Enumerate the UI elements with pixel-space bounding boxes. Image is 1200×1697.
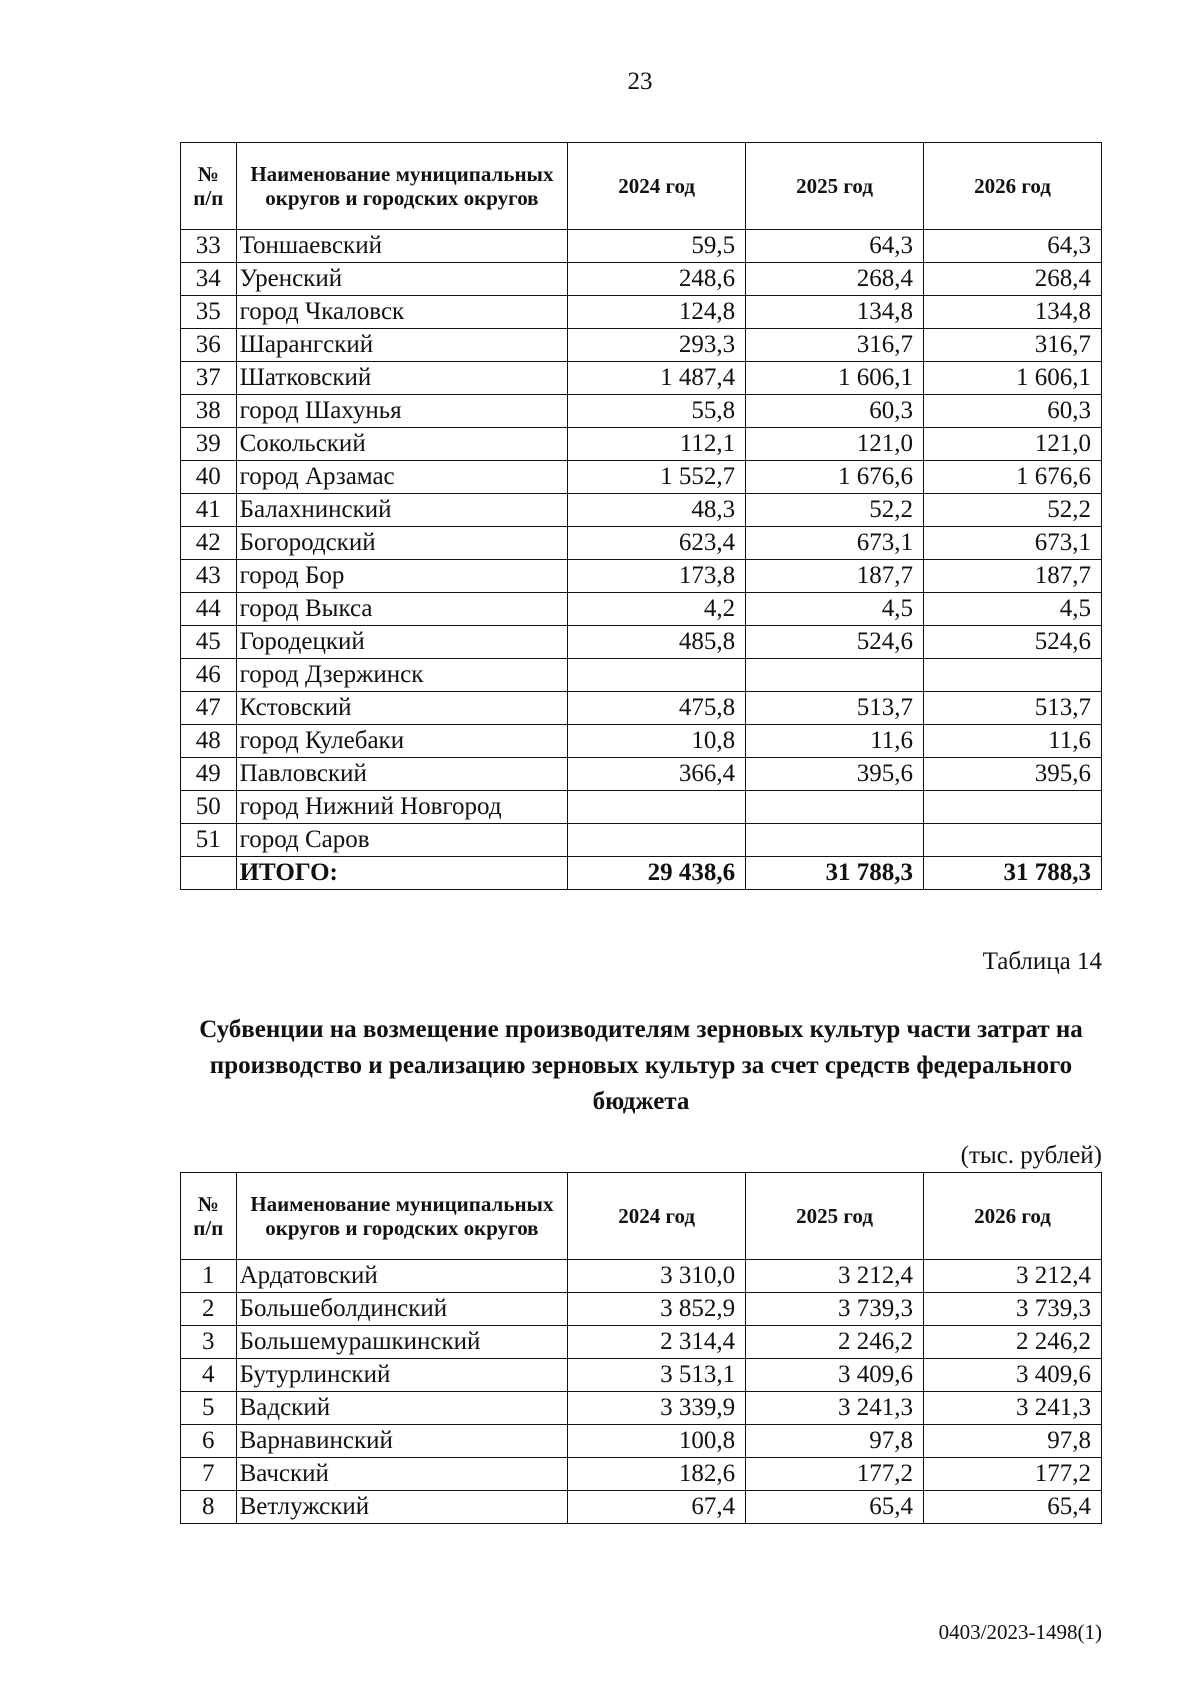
value-2025-cell: 11,6 xyxy=(746,725,924,758)
district-name-cell: Павловский xyxy=(236,758,568,791)
value-2024-cell xyxy=(568,791,746,824)
value-2024-cell: 67,4 xyxy=(568,1491,746,1524)
value-2024-cell: 485,8 xyxy=(568,626,746,659)
table-row xyxy=(181,659,1102,692)
value-2026-cell: 52,2 xyxy=(924,494,1102,527)
value-2024-cell: 623,4 xyxy=(568,527,746,560)
district-name-cell: город Выкса xyxy=(236,593,568,626)
value-2025-cell: 513,7 xyxy=(746,692,924,725)
value-2025-cell: 3 212,4 xyxy=(746,1260,924,1293)
value-2026-cell: 3 739,3 xyxy=(924,1293,1102,1326)
table-row xyxy=(181,428,1102,461)
value-2024-cell: 2 314,4 xyxy=(568,1326,746,1359)
value-2024-cell: 55,8 xyxy=(568,395,746,428)
value-2026-cell: 64,3 xyxy=(924,230,1102,263)
table-2-label: Таблица 14 xyxy=(982,948,1102,975)
value-2025-cell: 177,2 xyxy=(746,1458,924,1491)
value-2026-cell: 673,1 xyxy=(924,527,1102,560)
table-1-body xyxy=(181,230,1102,890)
row-number-cell: 43 xyxy=(181,560,237,593)
district-name-cell: город Саров xyxy=(236,824,568,857)
row-number-cell: 2 xyxy=(181,1293,237,1326)
district-name-cell: город Бор xyxy=(236,560,568,593)
value-2025-cell: 3 739,3 xyxy=(746,1293,924,1326)
table-row xyxy=(181,494,1102,527)
district-name-cell: Вадский xyxy=(236,1392,568,1425)
value-2026-cell: 1 606,1 xyxy=(924,362,1102,395)
district-name-cell: ИТОГО: xyxy=(236,857,568,890)
value-2026-cell: 2 246,2 xyxy=(924,1326,1102,1359)
value-2025-cell: 31 788,3 xyxy=(746,857,924,890)
row-number-cell: 1 xyxy=(181,1260,237,1293)
value-2026-cell: 268,4 xyxy=(924,263,1102,296)
row-number-cell: 49 xyxy=(181,758,237,791)
value-2024-cell: 3 339,9 xyxy=(568,1392,746,1425)
value-2025-cell xyxy=(746,659,924,692)
row-number-cell: 48 xyxy=(181,725,237,758)
value-2024-cell xyxy=(568,824,746,857)
document-id: 0403/2023-1498(1) xyxy=(938,1620,1102,1644)
column-header-row-number: № п/п xyxy=(181,1173,237,1260)
district-name-cell: город Арзамас xyxy=(236,461,568,494)
value-2026-cell: 524,6 xyxy=(924,626,1102,659)
district-name-cell: Вачский xyxy=(236,1458,568,1491)
value-2025-cell: 187,7 xyxy=(746,560,924,593)
table-row xyxy=(181,1392,1102,1425)
column-header-district-name: Наименование муниципальных округов и городских округов xyxy=(236,1173,568,1260)
column-header-value-2025: 2025 год xyxy=(746,1173,924,1260)
district-name-cell: Бутурлинский xyxy=(236,1359,568,1392)
value-2025-cell: 60,3 xyxy=(746,395,924,428)
table-row xyxy=(181,1260,1102,1293)
district-name-cell: Сокольский xyxy=(236,428,568,461)
table-row xyxy=(181,1359,1102,1392)
value-2025-cell: 673,1 xyxy=(746,527,924,560)
row-number-cell: 41 xyxy=(181,494,237,527)
value-2026-cell: 513,7 xyxy=(924,692,1102,725)
row-number-cell: 39 xyxy=(181,428,237,461)
value-2024-cell: 182,6 xyxy=(568,1458,746,1491)
table-row xyxy=(181,626,1102,659)
table-row xyxy=(181,1326,1102,1359)
value-2024-cell: 112,1 xyxy=(568,428,746,461)
district-name-cell: Балахнинский xyxy=(236,494,568,527)
table-row xyxy=(181,527,1102,560)
row-number-cell: 37 xyxy=(181,362,237,395)
value-2026-cell: 395,6 xyxy=(924,758,1102,791)
value-2025-cell: 64,3 xyxy=(746,230,924,263)
table-row xyxy=(181,560,1102,593)
value-2025-cell: 1 606,1 xyxy=(746,362,924,395)
column-header-value-2025: 2025 год xyxy=(746,143,924,230)
table-row xyxy=(181,263,1102,296)
value-2024-cell: 366,4 xyxy=(568,758,746,791)
value-2025-cell xyxy=(746,824,924,857)
value-2024-cell: 10,8 xyxy=(568,725,746,758)
value-2025-cell xyxy=(746,791,924,824)
value-2024-cell: 48,3 xyxy=(568,494,746,527)
value-2026-cell: 65,4 xyxy=(924,1491,1102,1524)
value-2026-cell: 1 676,6 xyxy=(924,461,1102,494)
value-2024-cell: 1 487,4 xyxy=(568,362,746,395)
row-number-cell: 47 xyxy=(181,692,237,725)
value-2025-cell: 2 246,2 xyxy=(746,1326,924,1359)
district-name-cell: Шатковский xyxy=(236,362,568,395)
value-2024-cell: 293,3 xyxy=(568,329,746,362)
row-number-cell xyxy=(181,857,237,890)
column-header-value-2026: 2026 год xyxy=(924,1173,1102,1260)
row-number-cell: 50 xyxy=(181,791,237,824)
value-2026-cell: 3 241,3 xyxy=(924,1392,1102,1425)
value-2026-cell: 31 788,3 xyxy=(924,857,1102,890)
value-2026-cell xyxy=(924,824,1102,857)
value-2026-cell: 177,2 xyxy=(924,1458,1102,1491)
table-1-header-row xyxy=(181,143,1102,230)
district-name-cell: Кстовский xyxy=(236,692,568,725)
district-name-cell: город Шахунья xyxy=(236,395,568,428)
table-2-header-row xyxy=(181,1173,1102,1260)
row-number-cell: 7 xyxy=(181,1458,237,1491)
value-2026-cell: 97,8 xyxy=(924,1425,1102,1458)
column-header-row-number: № п/п xyxy=(181,143,237,230)
column-header-value-2026: 2026 год xyxy=(924,143,1102,230)
value-2026-cell: 3 212,4 xyxy=(924,1260,1102,1293)
total-row xyxy=(181,857,1102,890)
value-2026-cell: 11,6 xyxy=(924,725,1102,758)
value-2025-cell: 3 241,3 xyxy=(746,1392,924,1425)
table-2-units: (тыс. рублей) xyxy=(960,1142,1102,1169)
value-2024-cell: 3 852,9 xyxy=(568,1293,746,1326)
district-name-cell: Богородский xyxy=(236,527,568,560)
table-row xyxy=(181,1491,1102,1524)
value-2024-cell: 475,8 xyxy=(568,692,746,725)
value-2025-cell: 121,0 xyxy=(746,428,924,461)
table-row xyxy=(181,461,1102,494)
district-name-cell: город Нижний Новгород xyxy=(236,791,568,824)
value-2026-cell: 316,7 xyxy=(924,329,1102,362)
table-row xyxy=(181,230,1102,263)
row-number-cell: 40 xyxy=(181,461,237,494)
row-number-cell: 44 xyxy=(181,593,237,626)
row-number-cell: 38 xyxy=(181,395,237,428)
table-row xyxy=(181,395,1102,428)
value-2026-cell: 121,0 xyxy=(924,428,1102,461)
value-2024-cell: 3 513,1 xyxy=(568,1359,746,1392)
row-number-cell: 33 xyxy=(181,230,237,263)
district-name-cell: Большеболдинский xyxy=(236,1293,568,1326)
value-2025-cell: 134,8 xyxy=(746,296,924,329)
value-2025-cell: 395,6 xyxy=(746,758,924,791)
column-header-value-2024: 2024 год xyxy=(568,143,746,230)
table-2-body xyxy=(181,1260,1102,1524)
value-2025-cell: 65,4 xyxy=(746,1491,924,1524)
row-number-cell: 46 xyxy=(181,659,237,692)
row-number-cell: 8 xyxy=(181,1491,237,1524)
value-2024-cell: 124,8 xyxy=(568,296,746,329)
value-2025-cell: 524,6 xyxy=(746,626,924,659)
value-2025-cell: 52,2 xyxy=(746,494,924,527)
value-2026-cell: 187,7 xyxy=(924,560,1102,593)
value-2024-cell: 173,8 xyxy=(568,560,746,593)
table-row xyxy=(181,791,1102,824)
page-number: 23 xyxy=(627,68,653,95)
table-row xyxy=(181,1293,1102,1326)
table-row xyxy=(181,692,1102,725)
value-2026-cell: 3 409,6 xyxy=(924,1359,1102,1392)
district-name-cell: Варнавинский xyxy=(236,1425,568,1458)
row-number-cell: 34 xyxy=(181,263,237,296)
value-2024-cell: 100,8 xyxy=(568,1425,746,1458)
value-2026-cell xyxy=(924,659,1102,692)
column-header-district-name: Наименование муниципальных округов и городских округов xyxy=(236,143,568,230)
row-number-cell: 42 xyxy=(181,527,237,560)
district-name-cell: Тоншаевский xyxy=(236,230,568,263)
row-number-cell: 4 xyxy=(181,1359,237,1392)
column-header-value-2024: 2024 год xyxy=(568,1173,746,1260)
table-row xyxy=(181,824,1102,857)
table-row xyxy=(181,329,1102,362)
value-2025-cell: 4,5 xyxy=(746,593,924,626)
table-row xyxy=(181,758,1102,791)
value-2026-cell xyxy=(924,791,1102,824)
row-number-cell: 51 xyxy=(181,824,237,857)
district-name-cell: Ардатовский xyxy=(236,1260,568,1293)
value-2024-cell: 1 552,7 xyxy=(568,461,746,494)
district-name-cell: Шарангский xyxy=(236,329,568,362)
value-2024-cell: 248,6 xyxy=(568,263,746,296)
value-2025-cell: 316,7 xyxy=(746,329,924,362)
row-number-cell: 35 xyxy=(181,296,237,329)
district-name-cell: Большемурашкинский xyxy=(236,1326,568,1359)
value-2024-cell: 3 310,0 xyxy=(568,1260,746,1293)
row-number-cell: 5 xyxy=(181,1392,237,1425)
district-name-cell: Уренский xyxy=(236,263,568,296)
district-name-cell: город Дзержинск xyxy=(236,659,568,692)
value-2026-cell: 4,5 xyxy=(924,593,1102,626)
value-2025-cell: 268,4 xyxy=(746,263,924,296)
table-row xyxy=(181,362,1102,395)
value-2024-cell: 4,2 xyxy=(568,593,746,626)
value-2025-cell: 3 409,6 xyxy=(746,1359,924,1392)
table-row xyxy=(181,296,1102,329)
value-2026-cell: 60,3 xyxy=(924,395,1102,428)
value-2024-cell: 59,5 xyxy=(568,230,746,263)
value-2025-cell: 1 676,6 xyxy=(746,461,924,494)
table-row xyxy=(181,593,1102,626)
district-name-cell: город Чкаловск xyxy=(236,296,568,329)
district-name-cell: город Кулебаки xyxy=(236,725,568,758)
row-number-cell: 6 xyxy=(181,1425,237,1458)
table-row xyxy=(181,1425,1102,1458)
district-name-cell: Городецкий xyxy=(236,626,568,659)
row-number-cell: 45 xyxy=(181,626,237,659)
value-2026-cell: 134,8 xyxy=(924,296,1102,329)
row-number-cell: 3 xyxy=(181,1326,237,1359)
value-2024-cell xyxy=(568,659,746,692)
value-2025-cell: 97,8 xyxy=(746,1425,924,1458)
table-2-title: Субвенции на возмещение производителям зерновых культур части затрат на производство и реализацию зерновых культур за счет средств федерального бюджета xyxy=(199,1016,1083,1115)
table-row xyxy=(181,725,1102,758)
district-name-cell: Ветлужский xyxy=(236,1491,568,1524)
value-2024-cell: 29 438,6 xyxy=(568,857,746,890)
table-1 xyxy=(180,142,1102,890)
table-row xyxy=(181,1458,1102,1491)
table-2 xyxy=(180,1172,1102,1524)
row-number-cell: 36 xyxy=(181,329,237,362)
